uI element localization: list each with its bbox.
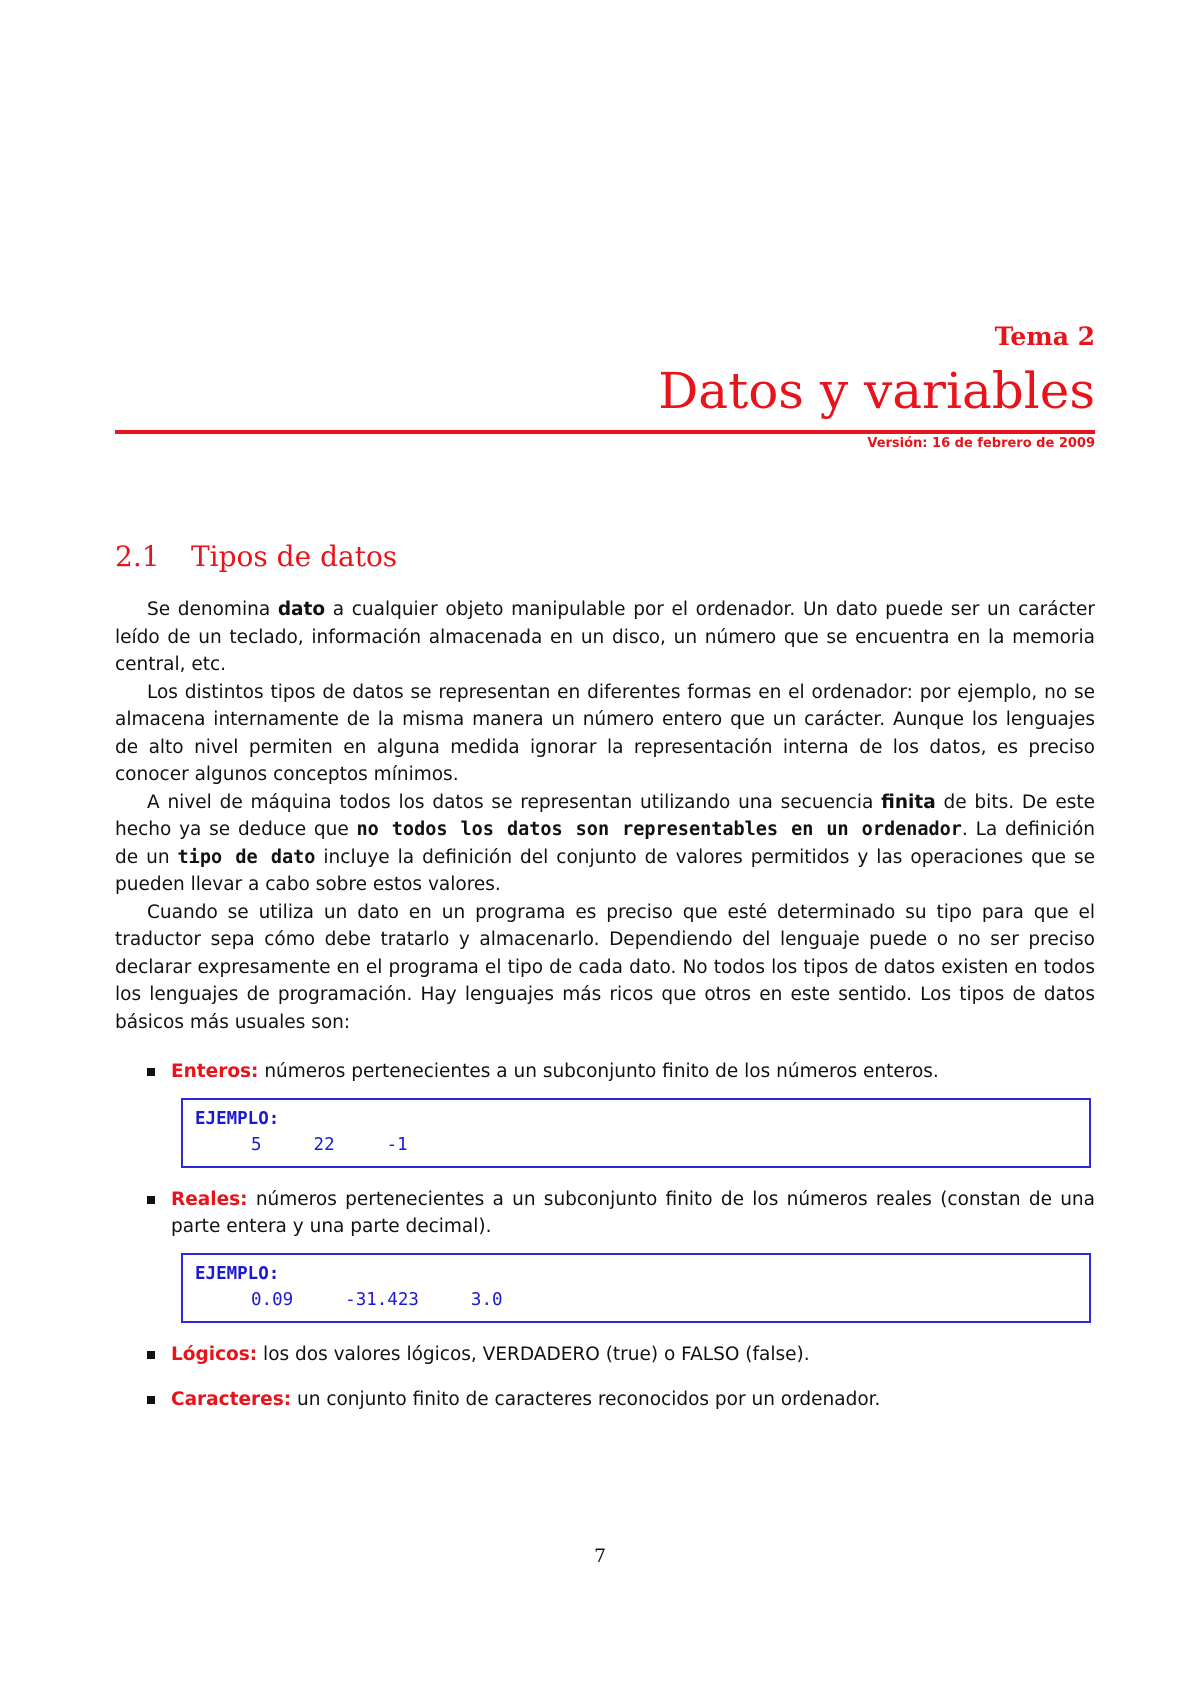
example-values — [195, 1287, 1077, 1313]
list-text: números pertenecientes a un subconjunto finito de los números reales (constan de una parte entera y una parte decimal). — [171, 1188, 1095, 1237]
list-item-enteros — [115, 1058, 1095, 1086]
section-title: Tipos de datos — [191, 540, 398, 573]
text-run: . La definición de un — [115, 819, 1095, 868]
list-item-logicos — [115, 1341, 1095, 1369]
section-number: 2.1 — [115, 540, 160, 573]
text-run: incluye la definición del conjunto de valores permitidos y las operaciones que se pueden llevar a cabo sobre estos valores. — [115, 846, 1096, 895]
paragraph-4: Cuando se utiliza un dato en un programa es preciso que esté determinado su tipo para que el traductor sepa cómo debe tratarlo y almacenarlo. Dependiendo del lenguaje puede o no ser preciso declarar expresamente en el programa el tipo de cada dato. No todos los tipos de datos existen en todos los lenguajes de programación. Hay lenguajes más ricos que otros en este sentido. Los tipos de datos básicos más usuales son: — [115, 901, 1095, 1033]
example-label: EJEMPLO: — [195, 1263, 280, 1284]
example-box-enteros — [115, 1098, 1095, 1168]
example-value: 3.0 — [470, 1289, 503, 1310]
paragraph-3 — [115, 789, 1095, 899]
list-text: números pertenecientes a un subconjunto finito de los números enteros. — [258, 1061, 939, 1082]
list-item-reales — [115, 1186, 1095, 1241]
text-run: A nivel de máquina todos los datos se representan utilizando una secuencia — [147, 791, 882, 813]
example-values — [195, 1132, 1077, 1158]
text-run: Se denomina — [147, 599, 278, 620]
paragraph-2: Los distintos tipos de datos se representan en diferentes formas en el ordenador: por ejemplo, no se almacena internamente de la misma manera un número entero que un carácter. Aunque los lenguajes de alto nivel permiten en alguna medida ignorar la representación interna de los datos, es preciso conocer algunos conceptos mínimos. — [115, 681, 1095, 785]
example-value: -1 — [386, 1134, 408, 1155]
chapter-label: Tema 2 — [994, 322, 1095, 351]
page-number: 7 — [593, 1545, 607, 1567]
bold-term: finita — [881, 791, 936, 813]
list-term: Enteros: — [171, 1061, 259, 1082]
mono-bold-phrase: tipo de dato — [177, 846, 316, 868]
list-term: Reales: — [171, 1188, 248, 1210]
example-value: 22 — [313, 1134, 335, 1155]
example-label: EJEMPLO: — [195, 1108, 280, 1129]
example-box-reales — [115, 1253, 1095, 1323]
section-heading — [115, 540, 397, 573]
title-rule — [115, 430, 1095, 434]
list-text: los dos valores lógicos, VERDADERO (true) o FALSO (false). — [257, 1343, 810, 1365]
example-box — [181, 1253, 1091, 1323]
example-value: 5 — [251, 1134, 262, 1155]
body-text — [115, 596, 1095, 1414]
example-value: 0.09 — [251, 1289, 294, 1310]
square-bullet-icon — [147, 1068, 155, 1076]
example-box — [181, 1098, 1091, 1168]
text-run: de bits. De este hecho ya se deduce que — [115, 791, 1095, 840]
example-value: -31.423 — [345, 1289, 419, 1310]
text-run: a cualquier objeto manipulable por el ordenador. Un dato puede ser un carácter leído de un teclado, información almacenada en un disco, un número que se encuentra en la memoria central, etc. — [115, 599, 1095, 675]
mono-bold-phrase: no todos los datos son representables en un ordenador — [356, 819, 962, 840]
list-term: Lógicos: — [171, 1343, 258, 1365]
square-bullet-icon — [147, 1396, 155, 1404]
list-term: Caracteres: — [171, 1389, 292, 1410]
square-bullet-icon — [147, 1196, 155, 1204]
bold-term: dato — [277, 599, 326, 620]
version-date: Versión: 16 de febrero de 2009 — [867, 436, 1095, 451]
list-item-caracteres — [115, 1386, 1095, 1414]
square-bullet-icon — [147, 1351, 155, 1359]
chapter-title: Datos y variables — [658, 362, 1095, 420]
paragraph-1 — [115, 596, 1095, 679]
list-text: un conjunto finito de caracteres reconocidos por un ordenador. — [291, 1389, 881, 1410]
data-types-list — [115, 1058, 1095, 1414]
